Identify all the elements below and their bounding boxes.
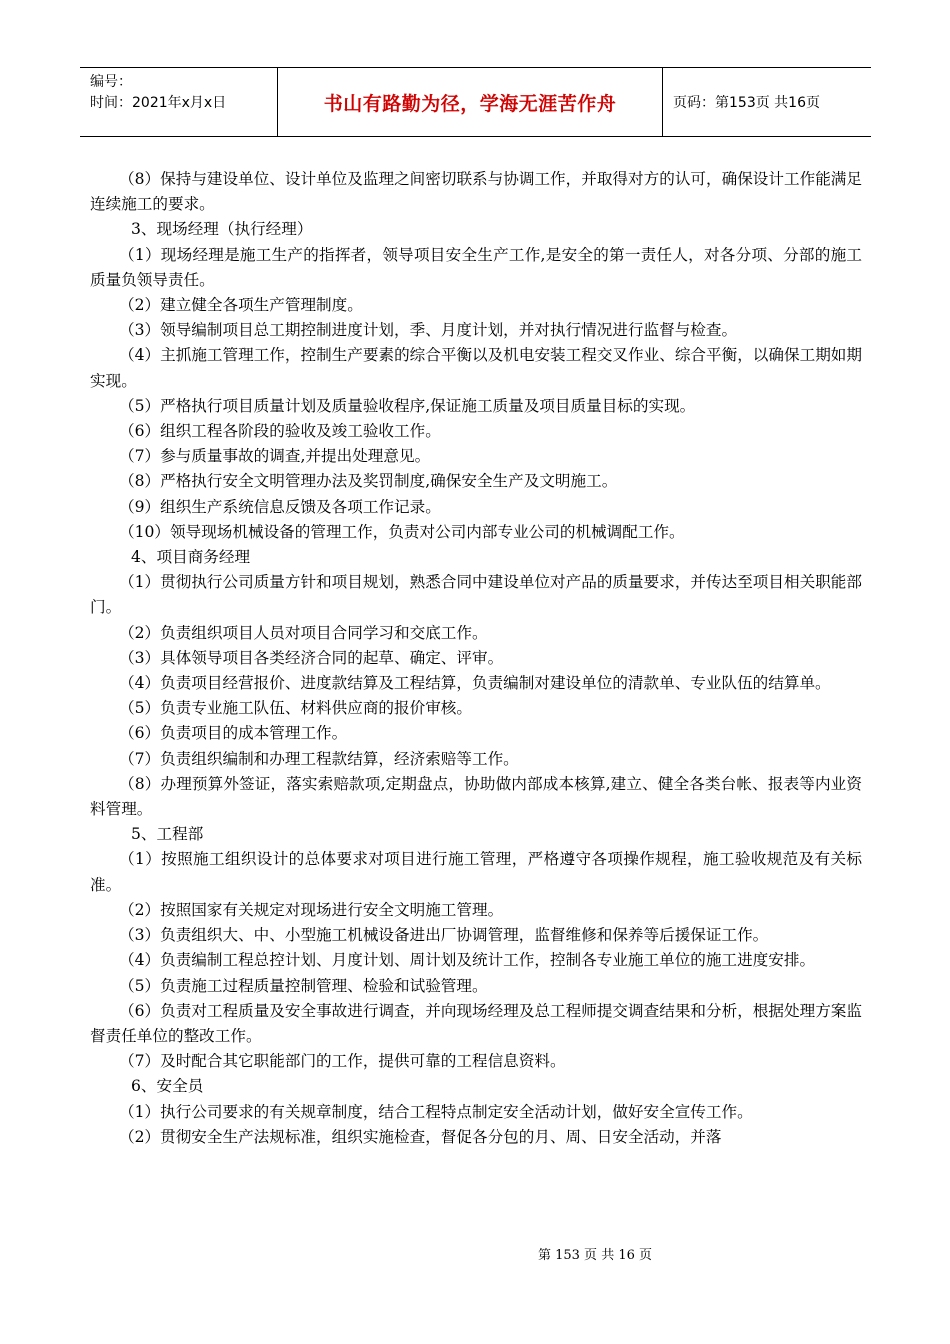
body-paragraph: （4）负责项目经营报价、进度款结算及工程结算，负责编制对建设单位的清款单、专业队伍的结算单。 [119, 674, 831, 693]
header-meta-cell [80, 68, 278, 136]
section-heading: 3、现场经理（执行经理） [131, 220, 313, 239]
body-paragraph: （1）执行公司要求的有关规章制度，结合工程特点制定安全活动计划，做好安全宣传工作。 [119, 1102, 753, 1121]
footer-page-number: 第 153 页 共 16 页 [537, 1248, 653, 1263]
body-paragraph: （2）建立健全各项生产管理制度。 [119, 296, 363, 315]
body-paragraph: （7）负责组织编制和办理工程款结算，经济索赔等工作。 [119, 749, 519, 768]
body-paragraph: （4）主抓施工管理工作，控制生产要素的综合平衡以及机电安装工程交叉作业、综合平衡，以确保工期如期实现。 [90, 346, 862, 390]
body-paragraph: （5）严格执行项目质量计划及质量验收程序,保证施工质量及项目质量目标的实现。 [119, 396, 696, 415]
body-paragraph: （6）组织工程各阶段的验收及竣工验收工作。 [119, 422, 441, 441]
document-date-label: 时间：2021年x月x日 [90, 95, 227, 111]
header-motto-cell [278, 68, 663, 136]
section-heading: 4、项目商务经理 [131, 548, 251, 567]
body-paragraph: （2）按照国家有关规定对现场进行安全文明施工管理。 [119, 900, 504, 919]
motto-text: 书山有路勤为径，学海无涯苦作舟 [323, 92, 617, 115]
body-paragraph: （1）贯彻执行公司质量方针和项目规划，熟悉合同中建设单位对产品的质量要求，并传达至项目相关职能部门。 [90, 573, 862, 617]
body-paragraph: （6）负责项目的成本管理工作。 [119, 724, 348, 743]
body-paragraph: （7）及时配合其它职能部门的工作，提供可靠的工程信息资料。 [119, 1052, 566, 1071]
body-paragraph: （5）负责专业施工队伍、材料供应商的报价审核。 [119, 699, 472, 718]
page-header [80, 67, 871, 137]
document-body [90, 167, 862, 1150]
body-paragraph: （1）按照施工组织设计的总体要求对项目进行施工管理，严格遵守各项操作规程，施工验收规范及有关标准。 [90, 850, 863, 894]
body-paragraph: （10）领导现场机械设备的管理工作，负责对公司内部专业公司的机械调配工作。 [119, 522, 685, 541]
header-page-label: 页码：第153页 共16页 [673, 95, 820, 111]
header-page-cell [663, 68, 871, 136]
body-paragraph: （2）负责组织项目人员对项目合同学习和交底工作。 [119, 623, 488, 642]
body-paragraph: （7）参与质量事故的调查,并提出处理意见。 [119, 447, 431, 466]
body-paragraph: （4）负责编制工程总控计划、月度计划、周计划及统计工作，控制各专业施工单位的施工进度安排。 [119, 951, 816, 970]
body-paragraph: （1）现场经理是施工生产的指挥者，领导项目安全生产工作,是安全的第一责任人，对各分项、分部的施工质量负领导责任。 [90, 245, 862, 289]
body-paragraph: （3）负责组织大、中、小型施工机械设备进出厂协调管理，监督维修和保养等后援保证工作。 [119, 926, 769, 945]
section-heading: 6、安全员 [131, 1077, 204, 1096]
body-paragraph: （3）领导编制项目总工期控制进度计划，季、月度计划，并对执行情况进行监督与检查。 [119, 321, 738, 340]
body-paragraph: （2）贯彻安全生产法规标准，组织实施检查，督促各分包的月、周、日安全活动，并落 [119, 1127, 722, 1146]
body-paragraph: （6）负责对工程质量及安全事故进行调查，并向现场经理及总工程师提交调查结果和分析，根据处理方案监督责任单位的整改工作。 [90, 1001, 862, 1045]
body-paragraph: （8）严格执行安全文明管理办法及奖罚制度,确保安全生产及文明施工。 [119, 472, 618, 491]
page-footer [0, 1244, 950, 1263]
body-paragraph: （3）具体领导项目各类经济合同的起草、确定、评审。 [119, 648, 504, 667]
section-heading: 5、工程部 [131, 825, 204, 844]
body-paragraph: （8）保持与建设单位、设计单位及监理之间密切联系与协调工作，并取得对方的认可，确保设计工作能满足连续施工的要求。 [90, 170, 862, 214]
body-paragraph: （5）负责施工过程质量控制管理、检验和试验管理。 [119, 976, 488, 995]
body-paragraph: （9）组织生产系统信息反馈及各项工作记录。 [119, 497, 441, 516]
document-number-label: 编号： [90, 74, 132, 90]
body-paragraph: （8）办理预算外签证，落实索赔款项,定期盘点，协助做内部成本核算,建立、健全各类台帐、报表等内业资料管理。 [90, 774, 862, 819]
